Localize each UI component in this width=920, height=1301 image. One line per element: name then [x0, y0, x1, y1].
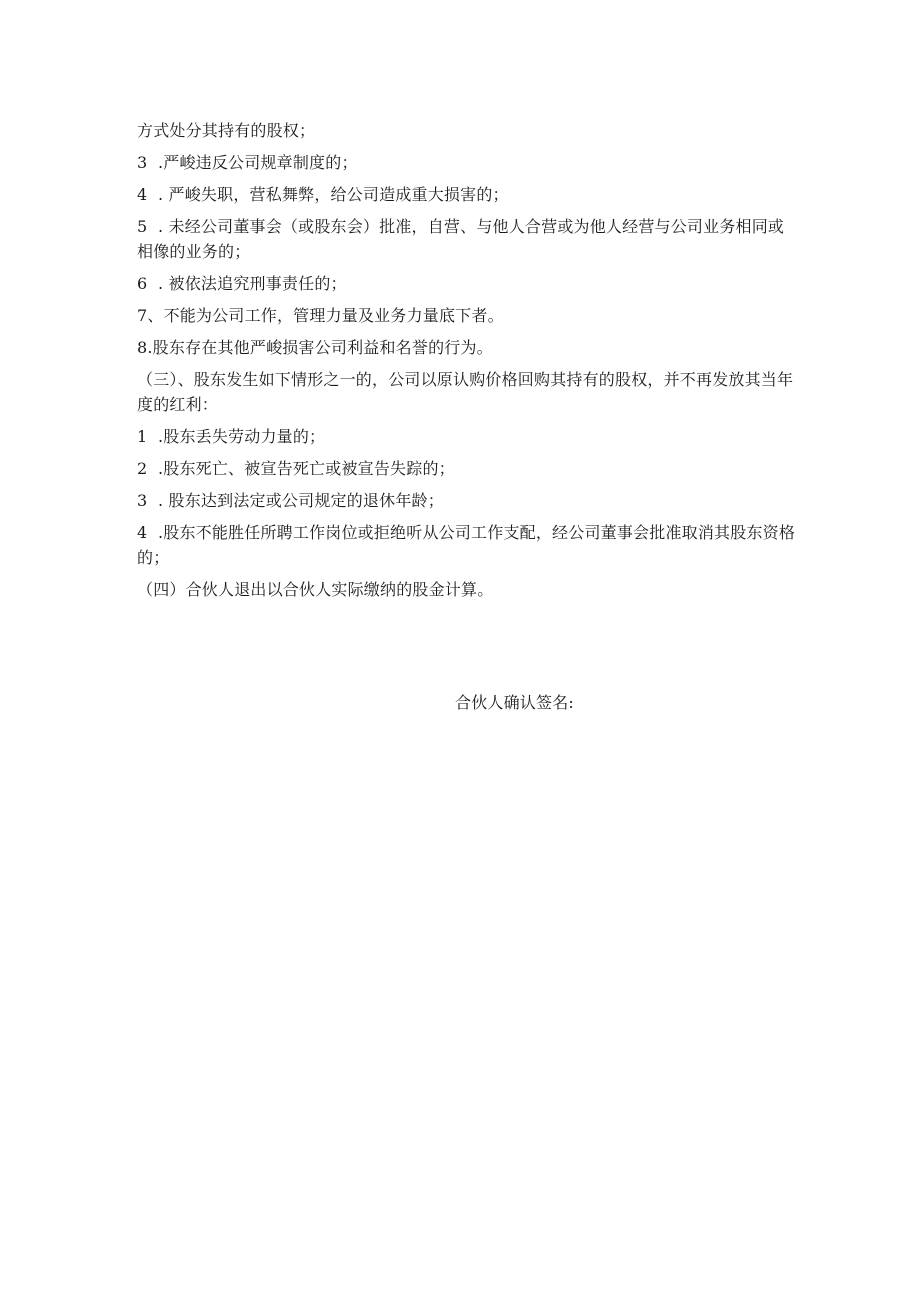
section-four: （四）合伙人退出以合伙人实际缴纳的股金计算。 — [137, 580, 494, 599]
clause-item-8: 8.股东存在其他严峻损害公司利益和名誉的行为。 — [137, 338, 493, 357]
clause-item-5: 5 . 未经公司董事会（或股东会）批准，自营、与他人合营或为他人经营与公司业务相同或相像的业务的； — [137, 217, 785, 261]
section-three-item-1: 1 .股东丢失劳动力量的； — [137, 427, 326, 446]
signature-label: 合伙人确认签名: — [455, 693, 574, 712]
section-three-item-2: 2 .股东死亡、被宣告死亡或被宣告失踪的； — [137, 459, 455, 478]
paragraph-continuation: 方式处分其持有的股权； — [137, 121, 316, 140]
section-three-item-4: 4 .股东不能胜任所聘工作岗位或拒绝听从公司工作支配，经公司董事会批准取消其股东资格的； — [137, 523, 796, 567]
document-body — [137, 118, 797, 609]
clause-item-7: 7、不能为公司工作，管理力量及业务力量底下者。 — [137, 306, 504, 325]
clause-item-3: 3 .严峻违反公司规章制度的； — [137, 153, 358, 172]
section-three-heading: （三）、股东发生如下情形之一的，公司以原认购价格回购其持有的股权，并不再发放其当年度的红利： — [137, 370, 794, 414]
section-three-item-3: 3 . 股东达到法定或公司规定的退休年龄； — [137, 491, 444, 510]
clause-item-6: 6 . 被依法追究刑事责任的； — [137, 274, 347, 293]
clause-item-4: 4 . 严峻失职，营私舞弊，给公司造成重大损害的； — [137, 185, 509, 204]
